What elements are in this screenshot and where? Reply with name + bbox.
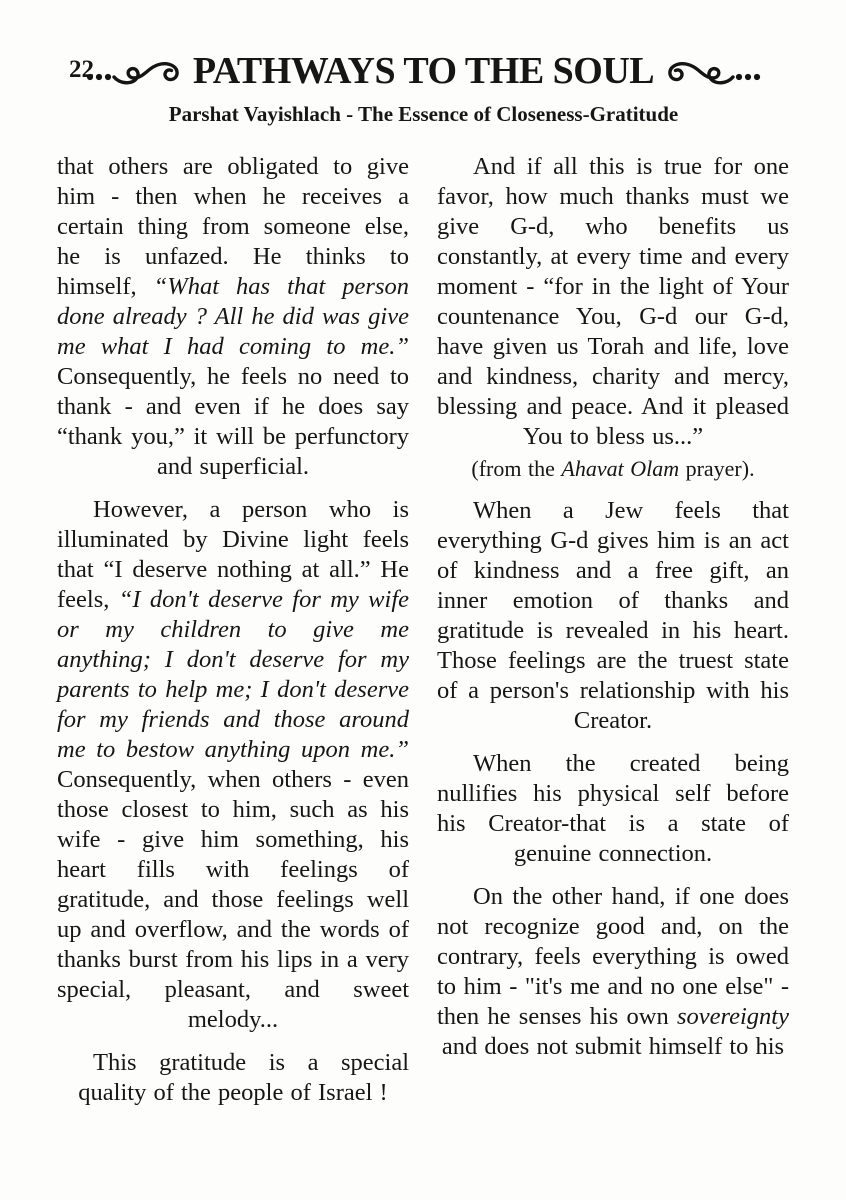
text-run: that others are obligated to give him - then when he receives a certain thing from someone else, he is unfazed. He thinks to himself,: [57, 153, 409, 300]
text-run: On the other hand, if one does not recognize good and, on the contrary, feels everything is owed to him - "it's me and no one else" - then he senses his own: [437, 883, 789, 1030]
paragraph: [57, 1048, 409, 1108]
text-run: prayer).: [679, 456, 755, 481]
text-run: (from the: [471, 456, 562, 481]
text-run: This gratitude is a special quality of the people of Israel !: [78, 1049, 409, 1106]
text-run: Consequently, he feels no need to thank - and even if he does say “thank you,” it will be perfunctory and superficial.: [57, 363, 409, 480]
italic-text-run: “I don't deserve for my wife or my children to give me anything; I don't deserve for my parents to help me; I don't deserve for my friends and those around me to bestow anything upon me.”: [57, 586, 409, 763]
title-row: [57, 48, 790, 94]
flourish-left-icon: [85, 53, 185, 89]
text-run: When a Jew feels that everything G-d gives him is an act of kindness and a free gift, an inner emotion of thanks and gratitude is revealed in his heart. Those feelings are the truest state of a person's relationship with his Creator.: [437, 497, 789, 734]
paragraph: [437, 749, 789, 869]
page-number: 22: [69, 56, 94, 83]
page-header: [57, 48, 790, 127]
italic-text-run: “What has that person done already ? All he did was give me what I had coming to me.”: [57, 273, 409, 360]
flourish-right-icon: [662, 53, 762, 89]
italic-text-run: sovereignty: [676, 1003, 789, 1030]
attribution-line: [437, 455, 789, 483]
page-title: PATHWAYS TO THE SOUL: [192, 50, 655, 92]
text-run: Consequently, when others - even those closest to him, such as his wife - give him something, his heart fills with feelings of gratitude, and those feelings well up and overflow, and the words of thanks burst from his lips in a very special, pleasant, and sweet melody...: [57, 766, 409, 1033]
paragraph: [57, 495, 409, 1035]
text-run: and does not submit himself to his: [441, 1033, 785, 1060]
right-column: [437, 152, 789, 1108]
page-subtitle: Parshat Vayishlach - The Essence of Closeness-Gratitude: [168, 102, 679, 126]
paragraph: [437, 882, 789, 1062]
paragraph: [437, 496, 789, 736]
text-run: However, a person who is illuminated by Divine light feels that “I deserve nothing at all.” He feels,: [57, 496, 409, 613]
italic-text-run: Ahavat Olam: [561, 456, 680, 481]
left-column: [57, 152, 409, 1108]
text-run: When the created being nullifies his physical self before his Creator-that is a state of genuine connection.: [437, 750, 789, 867]
text-run: And if all this is true for one favor, how much thanks must we give G-d, who benefits us constantly, at every time and every moment - “for in the light of Your countenance You, G-d our G-d, have given us Torah and life, love and kindness, charity and mercy, blessing and peace. And it pleased You to bless us...”: [437, 153, 789, 450]
paragraph: [437, 152, 789, 452]
paragraph: [57, 152, 409, 482]
two-column-text-body: [57, 152, 790, 1108]
